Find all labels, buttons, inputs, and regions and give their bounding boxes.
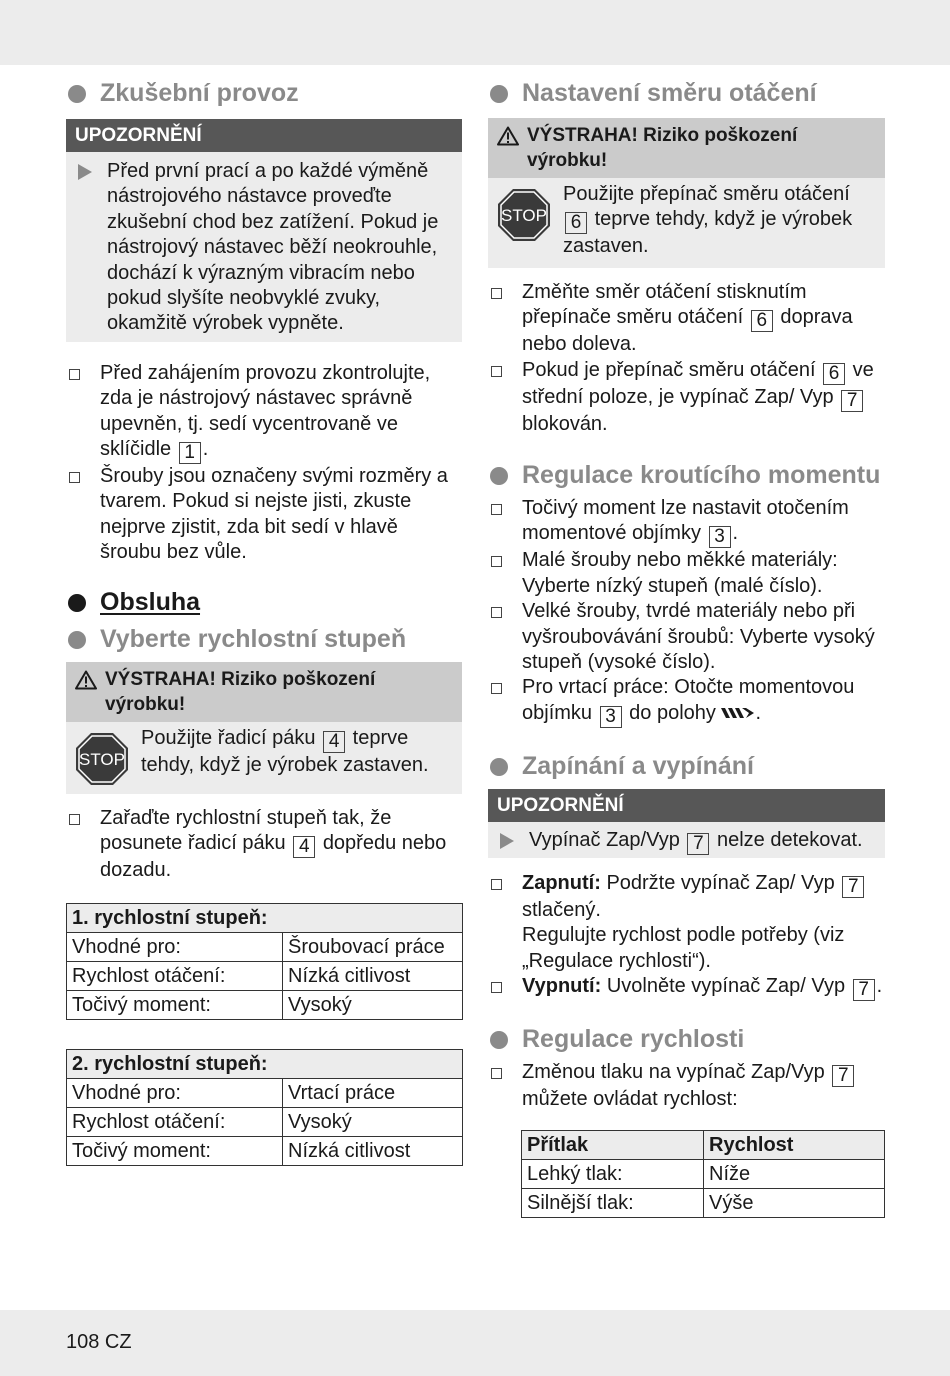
bottom-band bbox=[0, 1310, 950, 1376]
gear-bullet-list bbox=[66, 806, 462, 884]
checkbox-bullet-icon bbox=[491, 683, 502, 694]
right-column bbox=[488, 78, 885, 1218]
bullet-dot-icon bbox=[490, 758, 508, 776]
checkbox-bullet-icon bbox=[69, 472, 80, 483]
notice-label: UPOZORNĚNÍ bbox=[488, 789, 885, 822]
heading-text: Zapínání a vypínání bbox=[522, 751, 754, 780]
warning-box bbox=[66, 662, 462, 794]
heading-test-run bbox=[66, 78, 462, 108]
list-item: Malé šrouby nebo měkké materiály: Vyberte nízký stupeň (malé číslo). bbox=[488, 548, 885, 599]
ref-number: 1 bbox=[179, 442, 201, 464]
warning-triangle-icon bbox=[75, 670, 97, 690]
checkbox-bullet-icon bbox=[69, 814, 80, 825]
warning-title: VÝSTRAHA! Riziko poškození výrobku! bbox=[488, 118, 885, 178]
list-item: Zařaďte rychlostní stupeň tak, že posunete řadicí páku 4 dopředu nebo dozadu. bbox=[66, 806, 462, 884]
drill-symbol-icon bbox=[721, 705, 755, 721]
checkbox-bullet-icon bbox=[491, 556, 502, 567]
list-item: Točivý moment lze nastavit otočením momentové objímky 3 . bbox=[488, 496, 885, 548]
checkbox-bullet-icon bbox=[491, 879, 502, 890]
warning-body: STOP Použijte řadicí páku 4 teprve tehdy, když je výrobek zastaven. bbox=[66, 722, 462, 794]
list-item: Pro vrtací práce: Otočte momentovou objímku 3 do polohy . bbox=[488, 675, 885, 727]
table-row: Rychlost otáčení: Vysoký bbox=[67, 1107, 463, 1136]
table-row: Vhodné pro: Šroubovací práce bbox=[67, 932, 463, 961]
page-number: 108 CZ bbox=[66, 1331, 132, 1353]
heading-torque bbox=[488, 460, 885, 490]
direction-bullet-list bbox=[488, 280, 885, 437]
ref-number: 4 bbox=[293, 836, 315, 858]
list-item: Změňte směr otáčení stisknutím přepínače směru otáčení 6 doprava nebo doleva. bbox=[488, 280, 885, 358]
ref-number: 3 bbox=[600, 706, 622, 728]
heading-text: Vyberte rychlostní stupeň bbox=[100, 624, 407, 653]
gear-table-1 bbox=[66, 903, 463, 1020]
table-header: 1. rychlostní stupeň: bbox=[67, 903, 463, 932]
checkbox-bullet-icon bbox=[491, 366, 502, 377]
checkbox-bullet-icon bbox=[491, 1068, 502, 1079]
table-row: Vhodné pro: Vrtací práce bbox=[67, 1078, 463, 1107]
checkbox-bullet-icon bbox=[491, 607, 502, 618]
warning-box bbox=[488, 118, 885, 268]
table-header-row: Přítlak Rychlost bbox=[522, 1130, 885, 1159]
ref-number: 6 bbox=[565, 212, 587, 234]
list-item: Před zahájením provozu zkontrolujte, zda je nástrojový nástavec správně upevněn, tj. sedí vycentrovaně ve sklíčidle 1 . bbox=[66, 361, 462, 464]
heading-text: Nastavení směru otáčení bbox=[522, 79, 817, 107]
bullet-dot-icon bbox=[68, 594, 86, 612]
warning-title: VÝSTRAHA! Riziko poškození výrobku! bbox=[66, 662, 462, 722]
warning-body: STOP Použijte přepínač směru otáčení 6 teprve tehdy, když je výrobek zastaven. bbox=[488, 178, 885, 268]
checkbox-bullet-icon bbox=[491, 982, 502, 993]
table-row: Točivý moment: Vysoký bbox=[67, 990, 463, 1019]
notice-body: Vypínač Zap/Vyp 7 nelze detekovat. bbox=[488, 822, 885, 858]
heading-text: Regulace rychlosti bbox=[522, 1025, 745, 1054]
stop-sign-icon bbox=[497, 188, 551, 242]
notice-label: UPOZORNĚNÍ bbox=[66, 119, 462, 152]
ref-number: 4 bbox=[323, 731, 345, 753]
list-item: Zapnutí: Podržte vypínač Zap/ Vyp 7 stlačený. Regulujte rychlost podle potřeby (viz „Regulace rychlosti“). bbox=[488, 871, 885, 974]
left-column bbox=[66, 78, 462, 1166]
table-header: 2. rychlostní stupeň: bbox=[67, 1049, 463, 1078]
table-row: Lehký tlak: Níže bbox=[522, 1159, 885, 1188]
table-row: Točivý moment: Nízká citlivost bbox=[67, 1136, 463, 1165]
heading-direction bbox=[488, 78, 885, 108]
torque-bullet-list bbox=[488, 496, 885, 728]
ref-number: 7 bbox=[842, 876, 864, 898]
ref-number: 3 bbox=[709, 526, 731, 548]
list-item: Změnou tlaku na vypínač Zap/Vyp 7 můžete ovládat rychlost: bbox=[488, 1060, 885, 1112]
notice-box bbox=[66, 119, 462, 342]
svg-text:STOP: STOP bbox=[79, 749, 125, 769]
checkbox-bullet-icon bbox=[491, 504, 502, 515]
list-item: Pokud je přepínač směru otáčení 6 ve střední poloze, je vypínač Zap/ Vyp 7 blokován. bbox=[488, 358, 885, 437]
bullet-dot-icon bbox=[490, 1031, 508, 1049]
gear-table-2 bbox=[66, 1049, 463, 1166]
speed-bullet-list bbox=[488, 1060, 885, 1112]
svg-text:STOP: STOP bbox=[501, 206, 547, 225]
bullet-dot-icon bbox=[490, 85, 508, 103]
bullet-dot-icon bbox=[68, 631, 86, 649]
heading-text: Zkušební provoz bbox=[100, 79, 299, 107]
ref-number: 7 bbox=[853, 979, 875, 1001]
on-off-bullet-list bbox=[488, 871, 885, 1001]
heading-on-off bbox=[488, 751, 885, 781]
heading-gear bbox=[66, 624, 462, 654]
heading-speed bbox=[488, 1024, 885, 1054]
ref-number: 7 bbox=[841, 390, 863, 412]
list-item: Vypnutí: Uvolněte vypínač Zap/ Vyp 7 . bbox=[488, 974, 885, 1001]
table-row: Silnější tlak: Výše bbox=[522, 1188, 885, 1217]
bullet-dot-icon bbox=[490, 467, 508, 485]
bullet-dot-icon bbox=[68, 85, 86, 103]
heading-operation bbox=[66, 587, 462, 617]
table-row: Rychlost otáčení: Nízká citlivost bbox=[67, 961, 463, 990]
heading-text: Regulace kroutícího momentu bbox=[522, 461, 881, 490]
notice-body bbox=[66, 152, 462, 342]
checkbox-bullet-icon bbox=[69, 369, 80, 380]
list-item: Šrouby jsou označeny svými rozměry a tvarem. Pokud si nejste jisti, zkuste nejprve zjistit, zda bit sedí v hlavě šroubu bez vůle. bbox=[66, 464, 462, 566]
heading-text: Obsluha bbox=[100, 587, 201, 616]
top-band bbox=[0, 0, 950, 65]
triangle-pointer-icon bbox=[78, 164, 92, 180]
warning-triangle-icon bbox=[497, 126, 519, 146]
ref-number: 6 bbox=[823, 363, 845, 385]
ref-number: 7 bbox=[832, 1065, 854, 1087]
triangle-pointer-icon bbox=[500, 833, 514, 849]
ref-number: 6 bbox=[751, 310, 773, 332]
checkbox-bullet-icon bbox=[491, 288, 502, 299]
notice-box bbox=[488, 789, 885, 858]
stop-sign-icon bbox=[75, 732, 129, 786]
speed-table bbox=[521, 1130, 885, 1218]
list-item: Velké šrouby, tvrdé materiály nebo při vyšroubovávání šroubů: Vyberte vysoký stupeň (vysoké číslo). bbox=[488, 599, 885, 675]
notice-text: Před první prací a po každé výměně nástrojového nástavce proveďte zkušební chod bez zatížení. Pokud je nástrojový nástavec běží neokrouhle, dochází k výrazným vibracím nebo pokud slyšíte neobvyklé zvuky, okamžitě výrobek vypněte. bbox=[107, 160, 439, 335]
ref-number: 7 bbox=[687, 833, 709, 855]
test-bullet-list bbox=[66, 361, 462, 566]
